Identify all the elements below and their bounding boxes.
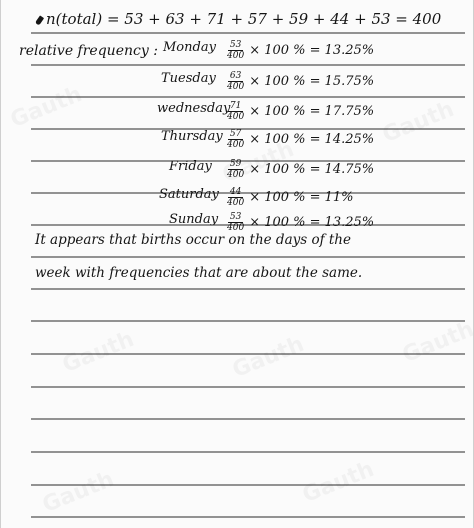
frequency-row	[1, 35, 474, 65]
fraction-denominator: 400	[227, 81, 245, 92]
frequency-row	[1, 96, 474, 126]
frequency-calculation	[225, 35, 374, 65]
conclusion-line-2: week with frequencies that are about the same.	[35, 265, 363, 281]
fraction	[225, 212, 246, 233]
fraction	[225, 159, 246, 180]
frequency-calculation	[225, 96, 374, 126]
fraction-denominator: 400	[227, 139, 245, 150]
fraction-numerator: 71	[229, 100, 242, 111]
fraction-denominator: 400	[227, 169, 245, 180]
times-hundred-label: × 100 % =	[249, 103, 321, 119]
fraction	[225, 40, 246, 61]
fraction-denominator: 400	[227, 222, 245, 233]
fraction	[225, 71, 246, 92]
times-hundred-label: × 100 % =	[249, 73, 321, 89]
day-label: Friday	[169, 159, 212, 174]
day-label: wednesday	[157, 101, 231, 116]
times-hundred-label: × 100 % =	[249, 214, 321, 230]
total-line	[37, 10, 441, 28]
times-hundred-label: × 100 % =	[249, 131, 321, 147]
percent-result: 14.75%	[324, 161, 375, 177]
percent-result: 17.75%	[324, 103, 375, 119]
percent-result: 11%	[324, 189, 354, 205]
fraction-numerator: 59	[229, 158, 242, 169]
percent-result: 13.25%	[324, 214, 375, 230]
day-label: Monday	[163, 40, 216, 55]
fraction	[225, 187, 246, 208]
fraction-denominator: 400	[227, 50, 245, 61]
day-label: Thursday	[161, 129, 223, 144]
fraction-denominator: 400	[227, 197, 245, 208]
fraction	[225, 129, 246, 150]
times-hundred-label: × 100 % =	[249, 189, 321, 205]
frequency-calculation	[225, 66, 374, 96]
fraction-numerator: 53	[229, 39, 242, 50]
fraction-numerator: 44	[229, 186, 242, 197]
total-equation: n(total) = 53 + 63 + 71 + 57 + 59 + 44 + 53 = 400	[46, 10, 442, 28]
relative-frequency-label: relative frequency :	[19, 43, 158, 59]
day-label: Sunday	[169, 212, 219, 227]
frequency-row	[1, 154, 474, 184]
frequency-row	[1, 66, 474, 96]
frequency-row	[1, 124, 474, 154]
fraction-numerator: 63	[229, 70, 242, 81]
frequency-calculation	[225, 154, 374, 184]
fraction-numerator: 53	[229, 211, 242, 222]
percent-result: 15.75%	[324, 73, 375, 89]
fraction-numerator: 57	[229, 128, 242, 139]
fraction-denominator: 400	[227, 111, 245, 122]
times-hundred-label: × 100 % =	[249, 42, 321, 58]
frequency-calculation	[225, 124, 374, 154]
percent-result: 13.25%	[324, 42, 375, 58]
conclusion-line-1: It appears that births occur on the days of the	[35, 232, 351, 248]
fraction	[225, 101, 246, 122]
pencil-mark-icon	[35, 15, 44, 25]
day-label: Tuesday	[161, 71, 216, 86]
percent-result: 14.25%	[324, 131, 375, 147]
times-hundred-label: × 100 % =	[249, 161, 321, 177]
day-label: Saturday	[159, 187, 219, 202]
